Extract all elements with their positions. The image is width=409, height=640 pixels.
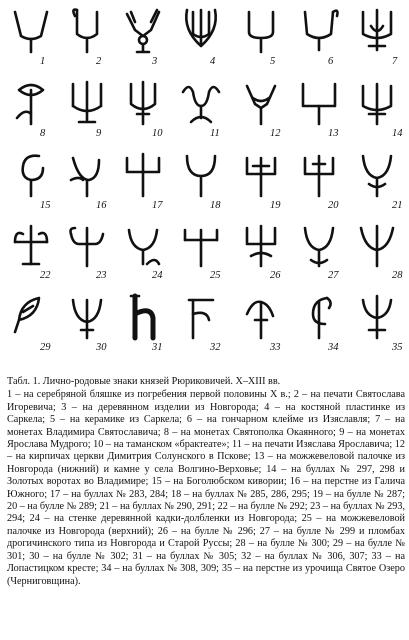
princely-sign-drawing — [355, 220, 399, 268]
sign-number: 19 — [270, 200, 281, 211]
princely-sign-drawing — [179, 6, 223, 54]
sign-cell — [62, 292, 112, 358]
princely-sign-drawing — [355, 150, 399, 198]
sign-number: 30 — [96, 342, 107, 353]
sign-number: 17 — [152, 200, 163, 211]
princely-sign-drawing — [65, 78, 109, 126]
princely-sign-drawing — [297, 292, 341, 340]
sign-cell — [294, 292, 344, 358]
sign-cell — [352, 220, 402, 286]
sign-cell — [352, 78, 402, 144]
sign-cell — [352, 292, 402, 358]
princely-sign-drawing — [179, 292, 223, 340]
princely-sign-drawing — [239, 292, 283, 340]
princely-sign-drawing — [239, 6, 283, 54]
sign-number: 23 — [96, 270, 107, 281]
sign-number: 33 — [270, 342, 281, 353]
sign-number: 31 — [152, 342, 163, 353]
princely-sign-drawing — [355, 6, 399, 54]
princely-sign-drawing — [9, 6, 53, 54]
sign-number: 3 — [152, 56, 158, 67]
sign-cell — [176, 220, 226, 286]
sign-cell — [62, 78, 112, 144]
sign-number: 8 — [40, 128, 46, 139]
sign-cell — [62, 150, 112, 216]
sign-cell — [6, 220, 56, 286]
princely-sign-drawing — [65, 6, 109, 54]
princely-sign-drawing — [355, 292, 399, 340]
sign-number: 34 — [328, 342, 339, 353]
sign-number: 12 — [270, 128, 281, 139]
sign-number: 20 — [328, 200, 339, 211]
sign-cell — [62, 220, 112, 286]
sign-number: 18 — [210, 200, 221, 211]
sign-cell — [352, 6, 402, 72]
sign-cell — [6, 78, 56, 144]
sign-number: 9 — [96, 128, 102, 139]
sign-cell — [176, 78, 226, 144]
sign-cell — [118, 78, 168, 144]
sign-number: 6 — [328, 56, 334, 67]
sign-number: 32 — [210, 342, 221, 353]
princely-sign-drawing — [121, 150, 165, 198]
princely-sign-drawing — [121, 220, 165, 268]
sign-number: 5 — [270, 56, 276, 67]
sign-cell — [294, 150, 344, 216]
princely-sign-drawing — [121, 78, 165, 126]
princely-sign-drawing — [65, 292, 109, 340]
table-caption — [7, 376, 405, 588]
princely-sign-drawing — [9, 292, 53, 340]
sign-cell — [294, 220, 344, 286]
princely-sign-drawing — [65, 220, 109, 268]
sign-number: 29 — [40, 342, 51, 353]
princely-sign-drawing — [297, 150, 341, 198]
sign-number: 27 — [328, 270, 339, 281]
sign-number: 15 — [40, 200, 51, 211]
sign-cell — [236, 78, 286, 144]
sign-cell — [118, 292, 168, 358]
sign-number: 1 — [40, 56, 46, 67]
princely-sign-drawing — [297, 78, 341, 126]
sign-number: 2 — [96, 56, 102, 67]
sign-number: 7 — [392, 56, 398, 67]
sign-number: 16 — [96, 200, 107, 211]
sign-cell — [176, 150, 226, 216]
sign-cell — [294, 78, 344, 144]
princely-sign-drawing — [179, 150, 223, 198]
sign-number: 13 — [328, 128, 339, 139]
sign-number: 11 — [210, 128, 220, 139]
sign-cell — [118, 150, 168, 216]
princely-sign-drawing — [239, 78, 283, 126]
princely-sign-drawing — [121, 6, 165, 54]
sign-cell — [62, 6, 112, 72]
sign-number: 14 — [392, 128, 403, 139]
sign-cell — [294, 6, 344, 72]
sign-number: 4 — [210, 56, 216, 67]
princely-sign-drawing — [179, 220, 223, 268]
princely-sign-drawing — [355, 78, 399, 126]
sign-cell — [6, 150, 56, 216]
princely-sign-drawing — [9, 78, 53, 126]
caption-text: 1 – на серебряной бляшке из погребения первой половины X в.; 2 – на печати Святослава Игоревича; 3 – на деревянном изделии из Новгорода; 4 – на костяной пластинке из Саркела; 5 – на керамике из Саркела; 6 – на гончарном клейме из Изяславля; 7 – на монетах Владимира Святославича; 8 – на монетах Святополка Окаянного; 9 – на монетах Ярослава Мудрого; 10 – на таманском «брактеате»; 11 – на печати Изяслава Ярославича; 12 – на кирпичах церкви Димитрия Солунского в Пскове; 13 – на можжевеловой палочке из Новгорода (нижний) и камне у села Волгино-Верховье; 14 – на буллах № 297, 298 и Золотых воротах во Владимире; 15 – на Боголюбском кивории; 16 – на перстне из Галича Южного; 17 – на буллах № 283, 284; 18 – на буллах № 285, 286, 295; 19 – на булле № 287; 20 – на булле № 289; 21 – на буллах № 290, 291; 22 – на булле № 292; 23 – на буллах № 293, 294; 24 – на стенке деревянной кадки-долбленки из Новгорода; 25 – на можжевеловой палочке из Новгорода (верхний); 26 – на булле № 296; 27 – на булле № 299 и пломбах дрогичинского типа из Новгорода и Старой Руссы; 28 – на булле № 300; 29 – на булле № 301; 30 – на булле № 302; 31 – на буллах № 305; 32 – на буллах № 306, 307; 33 – на Лопастицком кресте; 34 – на буллах № 308, 309; 35 – на перстне из урочища Святое Озеро (Черниговщина). — [7, 389, 405, 587]
princely-sign-drawing — [239, 150, 283, 198]
sign-cell — [6, 6, 56, 72]
sign-number: 21 — [392, 200, 403, 211]
princely-sign-drawing — [179, 78, 223, 126]
sign-cell — [352, 150, 402, 216]
sign-cell — [236, 6, 286, 72]
sign-number: 22 — [40, 270, 51, 281]
sign-number: 35 — [392, 342, 403, 353]
sign-number: 28 — [392, 270, 403, 281]
sign-cell — [118, 220, 168, 286]
sign-cell — [236, 292, 286, 358]
sign-cell — [6, 292, 56, 358]
princely-sign-drawing — [297, 6, 341, 54]
princely-sign-drawing — [65, 150, 109, 198]
caption-title: Табл. 1. Лично-родовые знаки князей Рюриковичей. X–XIII вв. — [7, 376, 281, 387]
sign-cell — [176, 292, 226, 358]
princely-sign-drawing — [297, 220, 341, 268]
sign-number: 24 — [152, 270, 163, 281]
sign-cell — [176, 6, 226, 72]
princely-sign-drawing — [239, 220, 283, 268]
sign-number: 10 — [152, 128, 163, 139]
sign-number: 26 — [270, 270, 281, 281]
princely-sign-drawing — [9, 220, 53, 268]
sign-number: 25 — [210, 270, 221, 281]
sign-cell — [236, 150, 286, 216]
princely-sign-drawing — [121, 292, 165, 340]
sign-cell — [118, 6, 168, 72]
princely-sign-drawing — [9, 150, 53, 198]
sign-cell — [236, 220, 286, 286]
